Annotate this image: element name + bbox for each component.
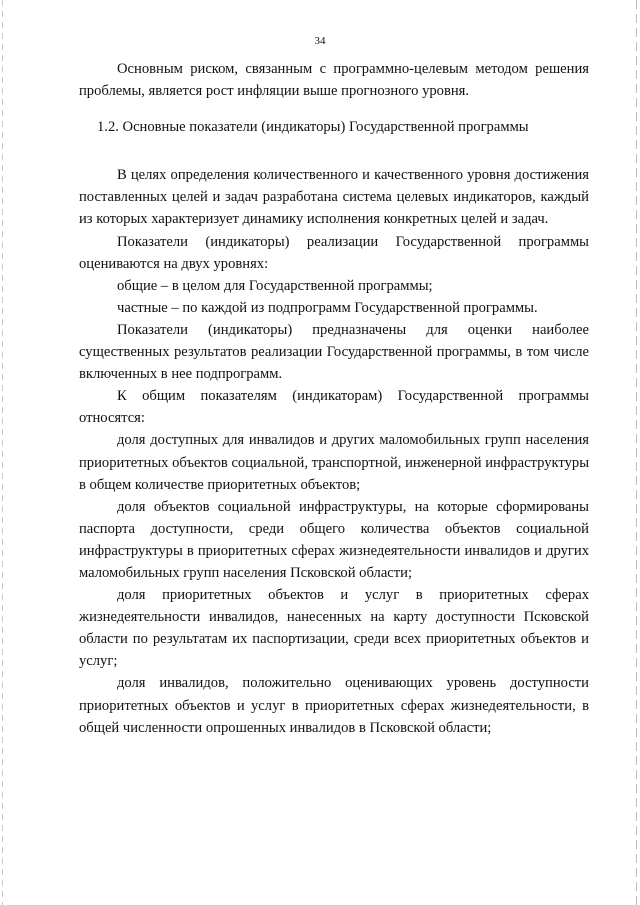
paragraph-purpose: Показатели (индикаторы) предназначены для оценки наиболее существенных результатов реализации Государственной программы, в том числе включенных в нее подпрограмм.	[79, 321, 589, 383]
paragraph-private-level: частные – по каждой из подпрограмм Государственной программы.	[117, 299, 538, 316]
indicator-accessibility-passports: доля объектов социальной инфраструктуры, на которые сформированы паспорта доступности, среди общего количества объектов социальной инфраструктуры в приоритетных сферах жизнедеятельности инвалидов и других маломобильных групп населения Псковской области;	[79, 498, 589, 581]
paragraph-two-levels: Показатели (индикаторы) реализации Государственной программы оцениваются на двух уровнях:	[79, 233, 589, 272]
page-number: 34	[314, 35, 326, 47]
document-body	[79, 58, 589, 739]
paragraph-indicators-system: В целях определения количественного и качественного уровня достижения поставленных целей и задач разработана система целевых индикаторов, каждый из которых характеризует динамику исполнения конкретных целей и задач.	[79, 167, 589, 228]
section-heading: 1.2. Основные показатели (индикаторы) Государственной программы	[97, 119, 529, 136]
indicator-disabled-satisfaction: доля инвалидов, положительно оценивающих уровень доступности приоритетных объектов и услуг в приоритетных сферах жизнедеятельности, в общей численности опрошенных инвалидов в Псковской области;	[79, 675, 589, 736]
indicator-accessibility-map: доля приоритетных объектов и услуг в приоритетных сферах жизнедеятельности инвалидов, нанесенных на карту доступности Псковской области по результатам их паспортизации, среди всех приоритетных объектов и услуг;	[79, 587, 589, 670]
paragraph-risk: Основным риском, связанным с программно-целевым методом решения проблемы, является рост инфляции выше прогнозного уровня.	[79, 61, 589, 100]
paragraph-general-level: общие – в целом для Государственной программы;	[117, 277, 433, 294]
scan-edge-left	[2, 0, 3, 905]
scan-edge-right	[636, 0, 637, 905]
paragraph-general-indicators-intro: К общим показателям (индикаторам) Государственной программы относятся:	[79, 388, 589, 427]
indicator-accessible-objects: доля доступных для инвалидов и других маломобильных групп населения приоритетных объектов социальной, транспортной, инженерной инфраструктуры в общем количестве приоритетных объектов;	[79, 432, 589, 493]
